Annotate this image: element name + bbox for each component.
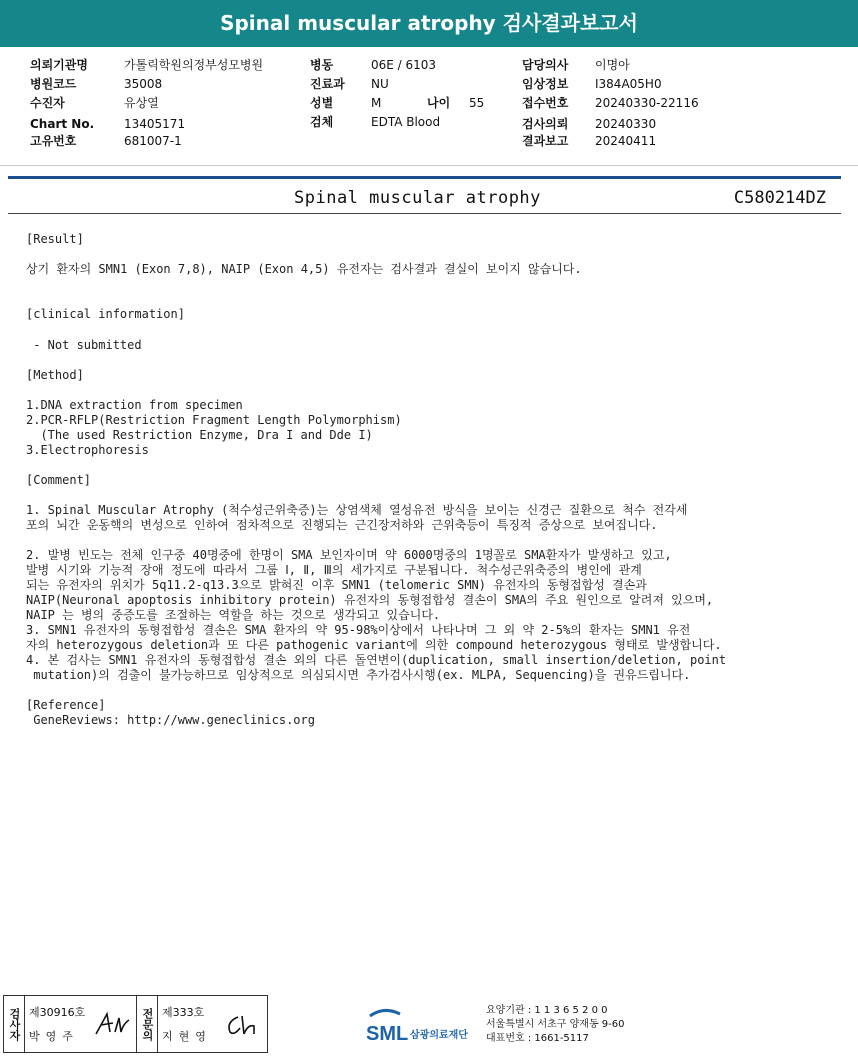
comment-line: 발병 시기와 기능적 장애 정도에 따라서 그룹 Ⅰ, Ⅱ, Ⅲ의 세가지로 구분됩니다. 척수성근위축증의 병인에 관계 [26,563,642,577]
examiner-name: 박영주 [29,1030,79,1043]
label-age: 나이 [427,96,451,110]
result-text: 상기 환자의 SMN1 (Exon 7,8), NAIP (Exon 4,5) 유전자는 검사결과 결실이 보이지 않습니다. [26,262,582,276]
label-report-date: 결과보고 [522,134,569,148]
value-department: NU [371,77,389,91]
org-phone: 대표번호 : 1661-5117 [486,1033,589,1044]
org-logo [364,1004,484,1048]
org-address-block [486,1004,625,1046]
comment-line: 1. Spinal Muscular Atrophy (척수성근위축증)는 상염색체 열성유전 방식을 보이는 신경근 질환으로 척수 전각세 [26,503,688,517]
reference-heading: [Reference] [26,698,106,712]
value-physician: 이명아 [595,58,630,72]
divider [8,213,841,214]
value-request-date: 20240330 [595,117,657,131]
report-title-bar [0,0,858,47]
value-requesting-institution: 가톨릭학원의정부성모병원 [124,58,264,72]
specialist-signature [224,1012,260,1038]
method-line: 1.DNA extraction from specimen [26,398,243,412]
report-footer [0,990,858,1062]
examiner-label: 검사자 [4,996,25,1052]
label-department: 진료과 [310,77,345,91]
comment-line: mutation)의 검출이 불가능하므로 임상적으로 의심되시면 추가검사시행(ex. MLPA, Sequencing)을 권유드립니다. [26,668,691,682]
divider [0,165,858,166]
examiner-license-no: 제30916호 [29,1006,86,1019]
specialist-name: 지현영 [162,1030,212,1043]
comment-heading: [Comment] [26,473,92,487]
comment-line: NAIP 는 병의 중증도를 조절하는 역할을 하는 것으로 생각되고 있습니다. [26,608,441,622]
comment-line: NAIP(Neuronal apoptosis inhibitory protein) 유전자의 동형접합성 결손이 SMA의 주요 원인으로 알려져 있으며, [26,593,714,607]
test-title-row [8,184,841,214]
specialist-cell [158,996,267,1052]
label-accession-no: 접수번호 [522,96,569,110]
value-clinical-info: I384A05H0 [595,77,662,91]
label-requesting-institution: 의뢰기관명 [30,58,88,72]
signature-box [3,995,268,1053]
clinical-heading: [clinical information] [26,307,185,321]
comment-line: 되는 유전자의 위치가 5q11.2-q13.3으로 밝혀진 이후 SMN1 (telomeric SMN) 유전자의 동형접합성 결손과 [26,578,647,592]
method-line: 2.PCR-RFLP(Restriction Fragment Length Polymorphism) [26,413,402,427]
label-specimen: 검체 [310,115,334,129]
value-report-date: 20240411 [595,134,657,148]
value-hospital-code: 35008 [124,77,163,91]
svg-text:SML: SML [366,1023,409,1045]
value-sex: M [371,96,382,110]
method-line: 3.Electrophoresis [26,443,149,457]
label-request-date: 검사의뢰 [522,117,569,131]
institution-code: 요양기관 : 1 1 3 6 5 2 0 0 [486,1005,608,1016]
clinical-text: - Not submitted [26,338,142,352]
label-hospital-code: 병원코드 [30,77,77,91]
comment-line: 자의 heterozygous deletion과 또 다른 pathogenic variant에 의한 compound heterozygous 형태로 발생합니다. [26,638,722,652]
value-specimen: EDTA Blood [371,115,441,129]
value-patient-name: 유상열 [124,96,159,110]
examiner-signature [93,1010,133,1038]
label-patient-name: 수진자 [30,96,65,110]
label-clinical-info: 임상정보 [522,77,569,91]
label-sex: 성별 [310,96,334,110]
patient-info-panel [0,56,858,156]
method-line: (The used Restriction Enzyme, Dra I and Dde I) [26,428,373,442]
method-heading: [Method] [26,368,84,382]
report-title: Spinal muscular atrophy 검사결과보고서 [220,11,638,35]
comment-line: 3. SMN1 유전자의 동형접합성 결손은 SMA 환자의 약 95-98%이상에서 나타나며 그 외 약 2-5%의 환자는 SMN1 유전 [26,623,691,637]
value-accession-no: 20240330-22116 [595,96,699,110]
comment-line: 포의 뇌간 운동핵의 변성으로 인하여 점차적으로 진행되는 근긴장저하와 근위축등이 특징적 증상으로 보여집니다. [26,518,658,532]
value-chart-no: 13405171 [124,117,186,131]
label-unique-no: 고유번호 [30,134,77,148]
section-rule [8,176,841,179]
examiner-cell [25,996,137,1052]
value-ward: 06E / 6103 [371,58,437,72]
specialist-license-no: 제333호 [162,1006,205,1019]
label-ward: 병동 [310,58,334,72]
value-unique-no: 681007-1 [124,134,182,148]
org-name: 삼광의료재단 [410,1030,468,1041]
result-heading: [Result] [26,232,84,246]
comment-line: 2. 발병 빈도는 전체 인구중 40명중에 한명이 SMA 보인자이며 약 6000명중의 1명꼴로 SMA환자가 발생하고 있고, [26,548,672,562]
specialist-label: 전문의 [137,996,158,1052]
reference-text: GeneReviews: http://www.geneclinics.org [26,713,315,727]
test-code: C580214DZ [733,188,826,208]
value-age: 55 [469,96,485,110]
org-address: 서울특별시 서초구 양재동 9-60 [486,1019,625,1030]
test-name: Spinal muscular atrophy [294,188,541,208]
label-chart-no: Chart No. [30,117,95,131]
comment-line: 4. 본 검사는 SMN1 유전자의 동형접합성 결손 외의 다른 돌연변이(duplication, small insertion/deletion, point [26,653,727,667]
label-physician: 담당의사 [522,58,569,72]
